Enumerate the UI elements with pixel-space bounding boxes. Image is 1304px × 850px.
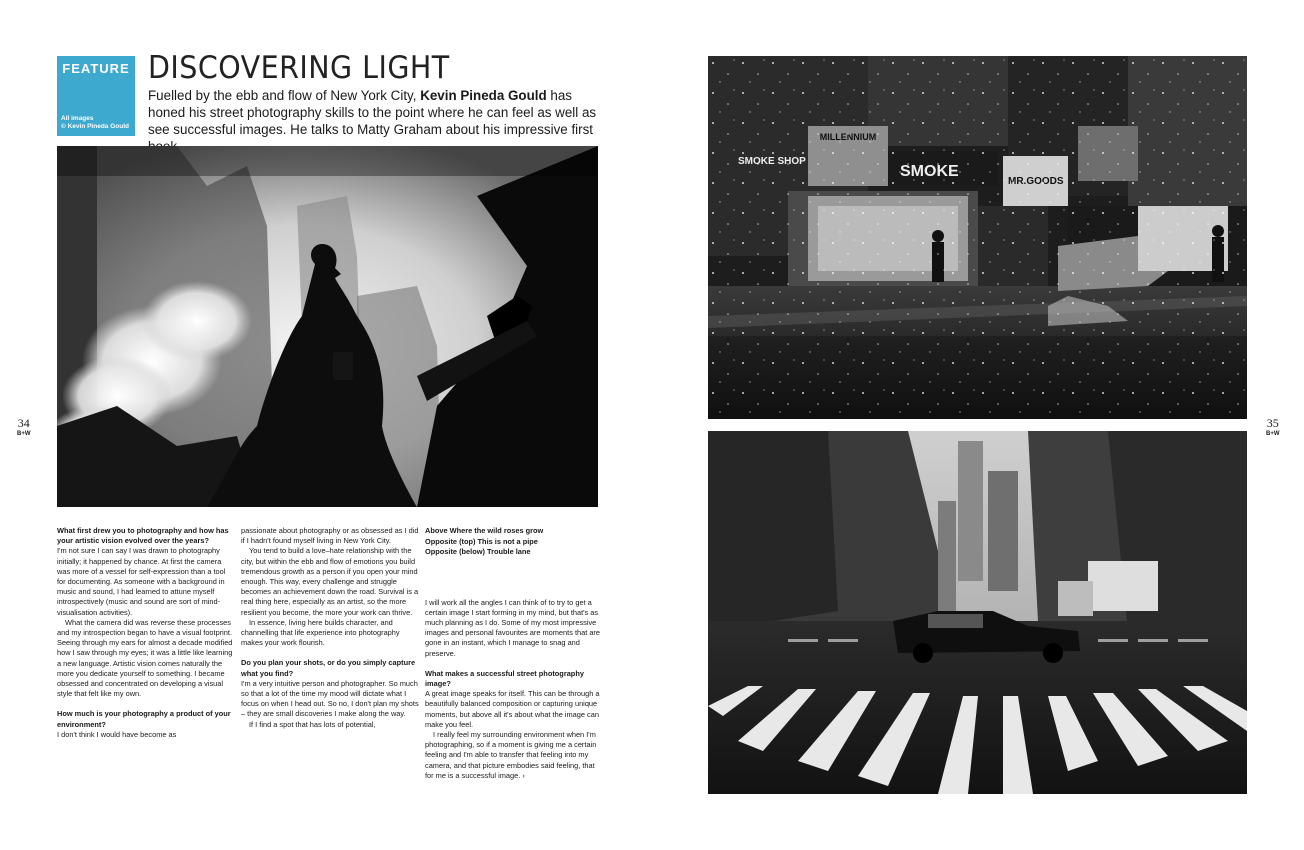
page-number-right-value: 35 (1266, 416, 1279, 430)
photographer-name: Kevin Pineda Gould (420, 88, 547, 103)
photo-car-crosswalk-art (708, 431, 1247, 794)
article-column-1 (57, 526, 235, 740)
photo-caption: Opposite (top) This is not a pipe (425, 536, 538, 546)
body-paragraph: I don't think I would have become as (57, 729, 177, 739)
article-standfirst (148, 87, 603, 155)
photo-caption: Opposite (below) Trouble lane (425, 547, 531, 556)
feature-badge (57, 56, 135, 136)
paragraph-gap (241, 648, 419, 658)
photo-silhouette-steam (57, 146, 598, 507)
page-number-left-value: 34 (17, 416, 30, 430)
interview-question: How much is your photography a product of your environment? (57, 709, 231, 729)
body-paragraph: passionate about photography or as obsessed as I did if I hadn't found myself living in New York City. (241, 526, 419, 546)
paragraph-gap (57, 699, 235, 709)
article-column-2 (241, 526, 419, 730)
photo-caption: Above Where the wild roses grow (425, 526, 544, 535)
body-paragraph: What the camera did was reverse these processes and my introspection began to have a visual footprint. Seeing through my ears for almost a decade modified how I saw through my eyes; it was a little like learning a new language. Artistic vision comes naturally the more you dedicate yourself to something. I became obsessed and concentrated on developing a visual style that felt like my own. (57, 617, 233, 699)
photo-smoke-shop-snow (708, 56, 1247, 419)
body-paragraph: In essence, living here builds character, and channelling that life experience into photography makes your work flourish. (241, 617, 400, 648)
image-credit-line-1: All images (61, 115, 94, 122)
body-paragraph: I'm a very intuitive person and photographer. So much so that a lot of the time my mood will dictate what I focus on when I head out. So no, I don't plan my shots – they are small discoveries I make along the way. (241, 678, 419, 719)
standfirst-pre: Fuelled by the ebb and flow of New York City, (148, 88, 421, 103)
interview-question: What makes a successful street photography image? (425, 668, 584, 688)
standfirst-post: has honed his street photography skills to the point where he can feel as well as see successful images. He talks to Matty Graham about his impressive first (148, 88, 597, 137)
page-number-left (17, 416, 31, 437)
photo-smoke-shop-snow-art (708, 56, 1247, 419)
body-paragraph: I'm not sure I can say I was drawn to photography initially; it happened by chance. At first the camera was more of a vessel for self-expression than a tool for documenting. As someone with a background in music and sound, I had learned to attune myself introspectively (music and sound are sort of mind-visualisation activities). (57, 546, 226, 617)
body-paragraph: A great image speaks for itself. This can be through a beautifully balanced composition or capturing unique moments, but above all it's about what the image can make you feel. (425, 689, 600, 729)
interview-question: What first drew you to photography and how has your artistic vision evolved over the years? (57, 526, 229, 546)
article-column-3-body (425, 598, 600, 781)
body-paragraph: You tend to build a love–hate relationship with the city, but within the ebb and flow of emotions you build tremendous growth as a person if you open your mind enough. This way, every challenge and struggle becomes an achievement down the road. Survival is a real thing here, especially as an artist, so the more resilient you become, the more your work can thrive. (241, 546, 419, 617)
magazine-mark-right: B+W (1266, 431, 1280, 437)
body-paragraph: If I find a spot that has lots of potential, (249, 719, 376, 729)
photo-captions (425, 526, 600, 558)
photo-silhouette-steam-art (57, 146, 598, 507)
photo-car-crosswalk (708, 431, 1247, 794)
article-column-3 (425, 526, 600, 781)
interview-question: Do you plan your shots, or do you simply capture what you find? (241, 658, 416, 678)
body-paragraph: I really feel my surrounding environment when I'm photographing, so if a moment is giving me a certain feeling and I'm able to transfer that feeling into my camera, and that picture embodies said feeling, that for me is a successful image. › (425, 729, 597, 780)
paragraph-gap (425, 659, 600, 669)
magazine-mark-left: B+W (17, 431, 31, 437)
page-number-right (1266, 416, 1280, 437)
image-credit-line-2: © Kevin Pineda Gould (61, 123, 129, 130)
body-paragraph: I will work all the angles I can think of to try to get a certain image I start forming in my mind, but that's as much planning as I do. Some of my most impressive images and personal favourites are moments that are gone in an instant, which I manage to snag and preserve. (425, 597, 601, 658)
feature-label: FEATURE (62, 61, 130, 76)
image-credit (61, 115, 129, 131)
article-headline: DISCOVERING LIGHT (148, 50, 450, 86)
